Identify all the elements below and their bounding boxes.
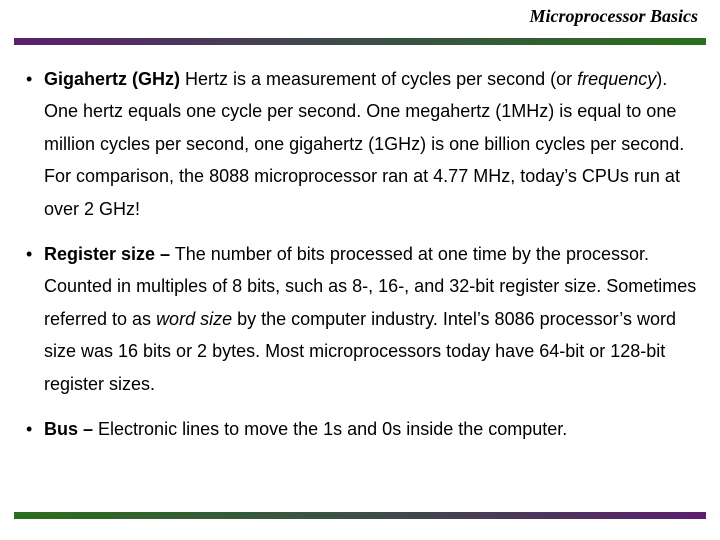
- bullet-icon: •: [26, 419, 33, 440]
- bottom-divider-rule: [14, 512, 706, 519]
- bullet-text: by the computer industry. Intel’s 8086 processor’s word size was 16 bits or 2 bytes. Most microprocessors today have 64-bit or 128-bit register sizes.: [44, 308, 676, 394]
- bullet-term: Gigahertz (GHz): [44, 69, 181, 89]
- bullet-term: Bus –: [44, 419, 94, 440]
- bullet-icon: •: [26, 69, 33, 89]
- bullet-term: Register size –: [44, 244, 171, 265]
- bullet-text: The number of bits processed at one time by the processor. Counted in multiples of 8 bits, such as 8-, 16-, and 32-bit register size. Sometimes referred to as: [44, 244, 697, 329]
- bullet-text: ). One hertz equals one cycle per second. One megahertz (1MHz) is equal to one million cycles per second, one gigahertz (1GHz) is one billion cycles per second. For comparison, the 8088 microprocessor ran at 4.77 MHz, today’s CPUs run at over 2 GHz!: [44, 69, 685, 219]
- bullet-list: [18, 63, 698, 445]
- bullet-emphasis: word size: [156, 308, 233, 329]
- bullet-text: Hertz is a measurement of cycles per second (or: [180, 69, 578, 89]
- bullet-emphasis: frequency: [577, 69, 657, 89]
- bullet-item-bus: [18, 413, 698, 445]
- bullet-item-gigahertz: [18, 63, 698, 225]
- bullet-icon: •: [26, 244, 33, 265]
- top-divider-rule: [14, 38, 706, 45]
- bullet-item-register-size: [18, 238, 698, 400]
- slide-title: Microprocessor Basics: [529, 6, 698, 26]
- bullet-text: Electronic lines to move the 1s and 0s inside the computer.: [93, 419, 568, 440]
